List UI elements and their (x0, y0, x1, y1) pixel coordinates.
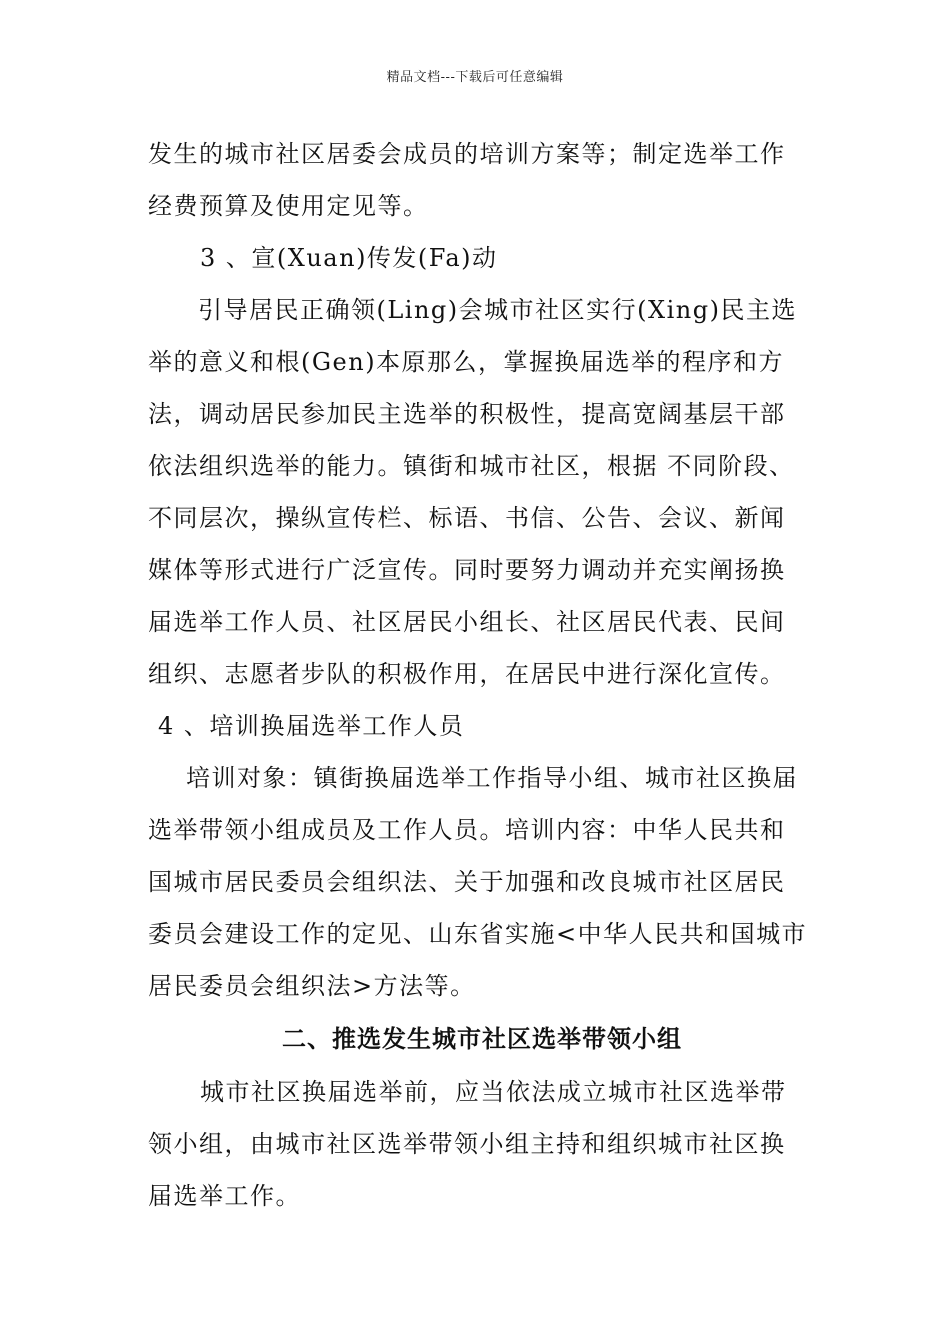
paragraph-line: 委员会建设工作的定见、山东省实施<中华人民共和国城市 (148, 920, 808, 948)
paragraph-line: 媒体等形式进行广泛宣传。同时要努力调动并充实阐扬换 (148, 556, 786, 584)
paragraph-line: 届选举工作人员、社区居民小组长、社区居民代表、民间 (148, 608, 786, 636)
paragraph-line: 培训对象：镇街换届选举工作指导小组、城市社区换届 (186, 764, 798, 792)
paragraph-line: 引导居民正确领(Ling)会城市社区实行(Xing)民主选 (198, 296, 797, 324)
subheading-training: 4 、培训换届选举工作人员 (158, 712, 465, 740)
section-heading: 二、推选发生城市社区选举带领小组 (282, 1025, 682, 1053)
paragraph-line: 选举带领小组成员及工作人员。培训内容：中华人民共和 (148, 816, 786, 844)
paragraph-line: 依法组织选举的能力。镇街和城市社区，根据 不同阶段、 (148, 452, 795, 480)
paragraph-line: 不同层次，操纵宣传栏、标语、书信、公告、会议、新闻 (148, 504, 786, 532)
document-body (148, 128, 808, 1222)
paragraph-line: 经费预算及使用定见等。 (148, 192, 429, 220)
paragraph-line: 法，调动居民参加民主选举的积极性，提高宽阔基层干部 (148, 400, 786, 428)
paragraph-line: 组织、志愿者步队的积极作用，在居民中进行深化宣传。 (148, 660, 786, 688)
paragraph-line: 城市社区换届选举前，应当依法成立城市社区选举带 (200, 1078, 787, 1106)
page-header: 精品文档---下载后可任意编辑 (386, 70, 564, 85)
paragraph-line: 举的意义和根(Gen)本原那么，掌握换届选举的程序和方 (148, 348, 785, 376)
subheading-publicity: 3 、宣(Xuan)传发(Fa)动 (200, 244, 498, 272)
paragraph-line: 发生的城市社区居委会成员的培训方案等；制定选举工作 (148, 140, 786, 168)
paragraph-line: 领小组，由城市社区选举带领小组主持和组织城市社区换 (148, 1130, 786, 1158)
paragraph-line: 居民委员会组织法>方法等。 (148, 972, 476, 1000)
paragraph-line: 届选举工作。 (148, 1182, 301, 1210)
paragraph-line: 国城市居民委员会组织法、关于加强和改良城市社区居民 (148, 868, 786, 896)
